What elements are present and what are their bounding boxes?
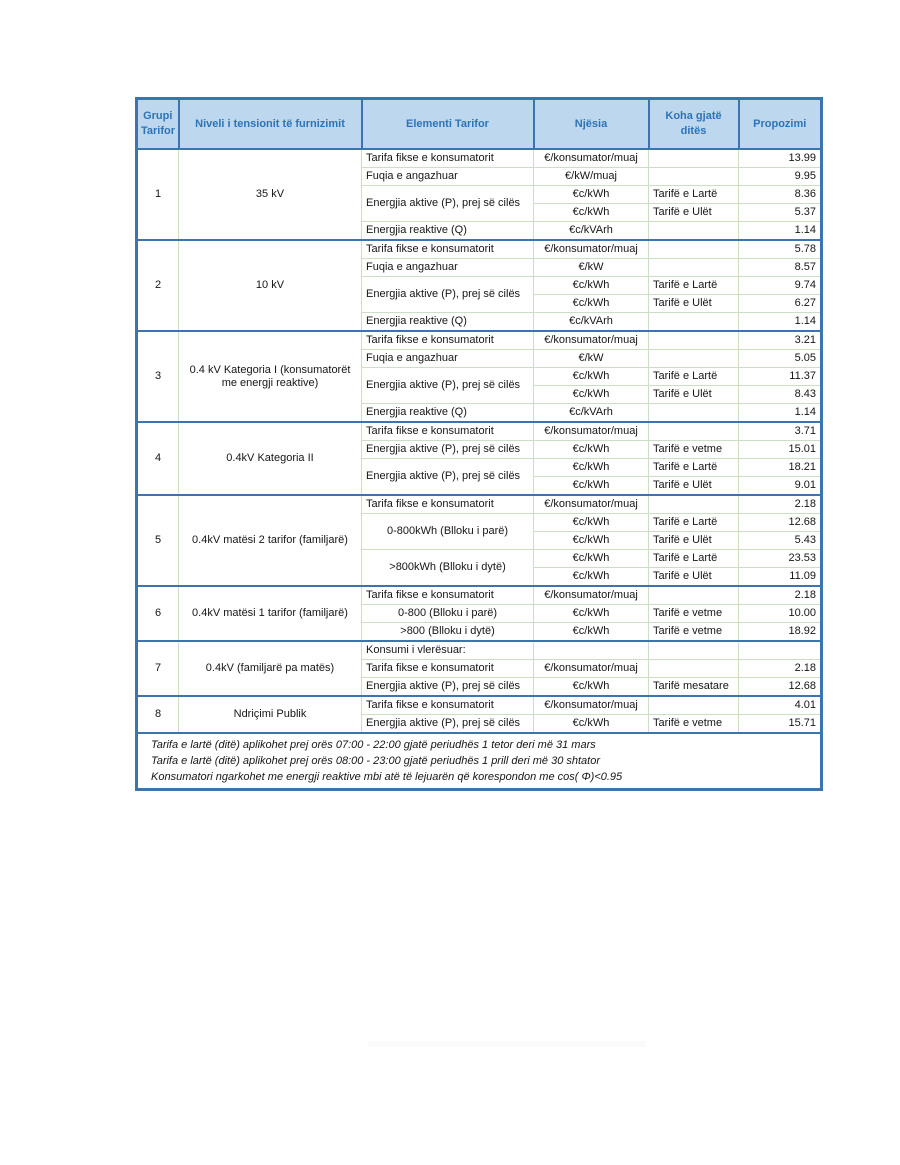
unit-cell: €c/kWh xyxy=(534,386,649,404)
proposal-value-cell: 12.68 xyxy=(739,678,822,697)
time-band-cell: Tarifë e vetme xyxy=(649,605,739,623)
voltage-level-cell: 10 kV xyxy=(179,240,362,331)
footnote-row xyxy=(137,733,822,753)
time-band-cell: Tarifë e Lartë xyxy=(649,186,739,204)
group-number-cell: 4 xyxy=(137,422,179,495)
unit-cell: €c/kWh xyxy=(534,532,649,550)
tariff-element-cell: Energjia aktive (P), prej së cilës xyxy=(362,459,534,496)
tariff-element-cell: Energjia aktive (P), prej së cilës xyxy=(362,368,534,404)
time-band-cell xyxy=(649,404,739,423)
tariff-element-cell: Tarifa fikse e konsumatorit xyxy=(362,586,534,605)
unit-cell: €c/kWh xyxy=(534,368,649,386)
proposal-value-cell: 10.00 xyxy=(739,605,822,623)
time-band-cell: Tarifë e Ulët xyxy=(649,568,739,587)
group-number-cell: 8 xyxy=(137,696,179,733)
time-band-cell: Tarifë e Lartë xyxy=(649,277,739,295)
unit-cell: €/kW xyxy=(534,350,649,368)
unit-cell: €/kW/muaj xyxy=(534,168,649,186)
tariff-element-cell: Energjia aktive (P), prej së cilës xyxy=(362,715,534,734)
proposal-value-cell: 5.37 xyxy=(739,204,822,222)
unit-cell: €c/kWh xyxy=(534,441,649,459)
tariff-element-cell: Tarifa fikse e konsumatorit xyxy=(362,149,534,168)
proposal-value-cell: 11.09 xyxy=(739,568,822,587)
proposal-value-cell: 8.36 xyxy=(739,186,822,204)
proposal-value-cell: 9.74 xyxy=(739,277,822,295)
tariff-element-cell: Tarifa fikse e konsumatorit xyxy=(362,696,534,715)
proposal-value-cell: 6.27 xyxy=(739,295,822,313)
tariff-group-8 xyxy=(137,696,822,733)
tariff-element-cell: Tarifa fikse e konsumatorit xyxy=(362,331,534,350)
col-header-elementi-tarifor: Elementi Tarifor xyxy=(362,99,534,150)
time-band-cell xyxy=(649,168,739,186)
proposal-value-cell: 9.01 xyxy=(739,477,822,496)
time-band-cell xyxy=(649,313,739,332)
table-row xyxy=(137,240,822,259)
tariff-element-cell: Fuqia e angazhuar xyxy=(362,168,534,186)
proposal-value-cell: 8.57 xyxy=(739,259,822,277)
time-band-cell: Tarifë e Lartë xyxy=(649,459,739,477)
time-band-cell: Tarifë e Ulët xyxy=(649,295,739,313)
time-band-cell: Tarifë e Lartë xyxy=(649,514,739,532)
group-number-cell: 6 xyxy=(137,586,179,641)
proposal-value-cell: 3.21 xyxy=(739,331,822,350)
tariff-group-7 xyxy=(137,641,822,696)
tariff-group-5 xyxy=(137,495,822,586)
unit-cell: €c/kWh xyxy=(534,295,649,313)
unit-cell: €/konsumator/muaj xyxy=(534,696,649,715)
group-number-cell: 1 xyxy=(137,149,179,240)
time-band-cell xyxy=(649,331,739,350)
table-row xyxy=(137,149,822,168)
unit-cell: €/konsumator/muaj xyxy=(534,660,649,678)
tariff-element-cell: >800kWh (Blloku i dytë) xyxy=(362,550,534,587)
proposal-value-cell: 1.14 xyxy=(739,222,822,241)
tariff-group-4 xyxy=(137,422,822,495)
tariff-element-cell: Tarifa fikse e konsumatorit xyxy=(362,422,534,441)
table-row xyxy=(137,422,822,441)
time-band-cell: Tarifë e Ulët xyxy=(649,204,739,222)
table-row xyxy=(137,495,822,514)
unit-cell: €c/kWh xyxy=(534,623,649,642)
voltage-level-cell: 0.4 kV Kategoria I (konsumatorët me energji reaktive) xyxy=(179,331,362,422)
proposal-value-cell: 18.92 xyxy=(739,623,822,642)
proposal-value-cell: 2.18 xyxy=(739,660,822,678)
tariff-table xyxy=(135,97,823,791)
voltage-level-cell: 0.4kV (familjarë pa matës) xyxy=(179,641,362,696)
unit-cell: €c/kWh xyxy=(534,186,649,204)
group-number-cell: 3 xyxy=(137,331,179,422)
time-band-cell xyxy=(649,222,739,241)
footnote: Konsumatori ngarkohet me energji reaktive mbi atë të lejuarën që korespondon me cos( Φ)<0.95 xyxy=(151,771,623,783)
unit-cell: €/konsumator/muaj xyxy=(534,331,649,350)
unit-cell: €c/kVArh xyxy=(534,313,649,332)
proposal-value-cell: 4.01 xyxy=(739,696,822,715)
table-row xyxy=(137,331,822,350)
voltage-level-cell: 35 kV xyxy=(179,149,362,240)
proposal-value-cell: 1.14 xyxy=(739,313,822,332)
time-band-cell: Tarifë e Ulët xyxy=(649,477,739,496)
tariff-element-cell: Tarifa fikse e konsumatorit xyxy=(362,495,534,514)
col-header-propozimi: Propozimi xyxy=(739,99,822,150)
tariff-element-cell: Konsumi i vlerësuar: xyxy=(362,641,534,660)
time-band-cell xyxy=(649,259,739,277)
unit-cell xyxy=(534,641,649,660)
group-number-cell: 5 xyxy=(137,495,179,586)
table-header xyxy=(137,99,822,150)
proposal-value-cell: 23.53 xyxy=(739,550,822,568)
table-row xyxy=(137,641,822,660)
tariff-element-cell: Energjia aktive (P), prej së cilës xyxy=(362,277,534,313)
time-band-cell xyxy=(649,660,739,678)
time-band-cell xyxy=(649,696,739,715)
unit-cell: €c/kWh xyxy=(534,459,649,477)
col-header-njesia: Njësia xyxy=(534,99,649,150)
tariff-element-cell: Energjia aktive (P), prej së cilës xyxy=(362,441,534,459)
time-band-cell: Tarifë e Lartë xyxy=(649,368,739,386)
time-band-cell: Tarifë e Lartë xyxy=(649,550,739,568)
unit-cell: €/konsumator/muaj xyxy=(534,495,649,514)
time-band-cell: Tarifë e vetme xyxy=(649,623,739,642)
tariff-element-cell: Fuqia e angazhuar xyxy=(362,350,534,368)
tariff-element-cell: 0-800 (Blloku i parë) xyxy=(362,605,534,623)
time-band-cell: Tarifë e Ulët xyxy=(649,386,739,404)
unit-cell: €/konsumator/muaj xyxy=(534,422,649,441)
tariff-element-cell: Energjia aktive (P), prej së cilës xyxy=(362,678,534,697)
col-header-grupi-tarifor: Grupi Tarifor xyxy=(137,99,179,150)
tariff-group-6 xyxy=(137,586,822,641)
time-band-cell xyxy=(649,641,739,660)
unit-cell: €/konsumator/muaj xyxy=(534,149,649,168)
group-number-cell: 2 xyxy=(137,240,179,331)
proposal-value-cell: 3.71 xyxy=(739,422,822,441)
footnote: Tarifa e lartë (ditë) aplikohet prej orës 07:00 - 22:00 gjatë periudhës 1 tetor deri më 31 mars xyxy=(137,733,822,753)
unit-cell: €c/kVArh xyxy=(534,404,649,423)
unit-cell: €c/kWh xyxy=(534,715,649,734)
tariff-element-cell: Energjia aktive (P), prej së cilës xyxy=(362,186,534,222)
tariff-element-cell: Energjia reaktive (Q) xyxy=(362,222,534,241)
time-band-cell: Tarifë e Ulët xyxy=(649,532,739,550)
proposal-value-cell: 8.43 xyxy=(739,386,822,404)
proposal-value-cell: 5.43 xyxy=(739,532,822,550)
proposal-value-cell: 11.37 xyxy=(739,368,822,386)
proposal-value-cell: 18.21 xyxy=(739,459,822,477)
col-header-koha-gjate-dites: Koha gjatë ditës xyxy=(649,99,739,150)
footnote-row xyxy=(137,769,822,790)
proposal-value-cell: 2.18 xyxy=(739,495,822,514)
table-row xyxy=(137,696,822,715)
proposal-value-cell: 5.05 xyxy=(739,350,822,368)
unit-cell: €/kW xyxy=(534,259,649,277)
table-row xyxy=(137,586,822,605)
time-band-cell xyxy=(649,240,739,259)
unit-cell: €c/kWh xyxy=(534,204,649,222)
unit-cell: €c/kWh xyxy=(534,568,649,587)
group-number-cell: 7 xyxy=(137,641,179,696)
col-header-niveli-tensionit: Niveli i tensionit të furnizimit xyxy=(179,99,362,150)
time-band-cell: Tarifë e vetme xyxy=(649,441,739,459)
proposal-value-cell: 15.01 xyxy=(739,441,822,459)
unit-cell: €c/kWh xyxy=(534,678,649,697)
voltage-level-cell: 0.4kV Kategoria II xyxy=(179,422,362,495)
unit-cell: €c/kVArh xyxy=(534,222,649,241)
unit-cell: €c/kWh xyxy=(534,550,649,568)
tariff-group-2 xyxy=(137,240,822,331)
unit-cell: €c/kWh xyxy=(534,605,649,623)
unit-cell: €c/kWh xyxy=(534,514,649,532)
tariff-group-3 xyxy=(137,331,822,422)
tariff-element-cell: Energjia reaktive (Q) xyxy=(362,404,534,423)
proposal-value-cell: 15.71 xyxy=(739,715,822,734)
voltage-level-cell: 0.4kV matësi 2 tarifor (familjarë) xyxy=(179,495,362,586)
unit-cell: €/konsumator/muaj xyxy=(534,240,649,259)
time-band-cell xyxy=(649,422,739,441)
proposal-value-cell: 13.99 xyxy=(739,149,822,168)
proposal-value-cell: 1.14 xyxy=(739,404,822,423)
tariff-element-cell: Tarifa fikse e konsumatorit xyxy=(362,660,534,678)
time-band-cell: Tarifë e vetme xyxy=(649,715,739,734)
unit-cell: €/konsumator/muaj xyxy=(534,586,649,605)
proposal-value-cell: 2.18 xyxy=(739,586,822,605)
voltage-level-cell: Ndriçimi Publik xyxy=(179,696,362,733)
proposal-value-cell: 9.95 xyxy=(739,168,822,186)
time-band-cell: Tarifë mesatare xyxy=(649,678,739,697)
proposal-value-cell: 5.78 xyxy=(739,240,822,259)
tariff-element-cell: Fuqia e angazhuar xyxy=(362,259,534,277)
tariff-element-cell: >800 (Blloku i dytë) xyxy=(362,623,534,642)
footnote: Tarifa e lartë (ditë) aplikohet prej orës 08:00 - 23:00 gjatë periudhës 1 prill deri më 30 shtator xyxy=(151,755,601,767)
time-band-cell xyxy=(649,586,739,605)
unit-cell: €c/kWh xyxy=(534,477,649,496)
unit-cell: €c/kWh xyxy=(534,277,649,295)
proposal-value-cell xyxy=(739,641,822,660)
tariff-group-1 xyxy=(137,149,822,240)
footnote-row xyxy=(137,753,822,769)
proposal-value-cell: 12.68 xyxy=(739,514,822,532)
scan-artifact xyxy=(368,1041,646,1047)
time-band-cell xyxy=(649,149,739,168)
tariff-element-cell: Tarifa fikse e konsumatorit xyxy=(362,240,534,259)
time-band-cell xyxy=(649,350,739,368)
tariff-element-cell: Energjia reaktive (Q) xyxy=(362,313,534,332)
tariff-element-cell: 0-800kWh (Blloku i parë) xyxy=(362,514,534,550)
footnotes xyxy=(137,733,822,790)
time-band-cell xyxy=(649,495,739,514)
voltage-level-cell: 0.4kV matësi 1 tarifor (familjarë) xyxy=(179,586,362,641)
